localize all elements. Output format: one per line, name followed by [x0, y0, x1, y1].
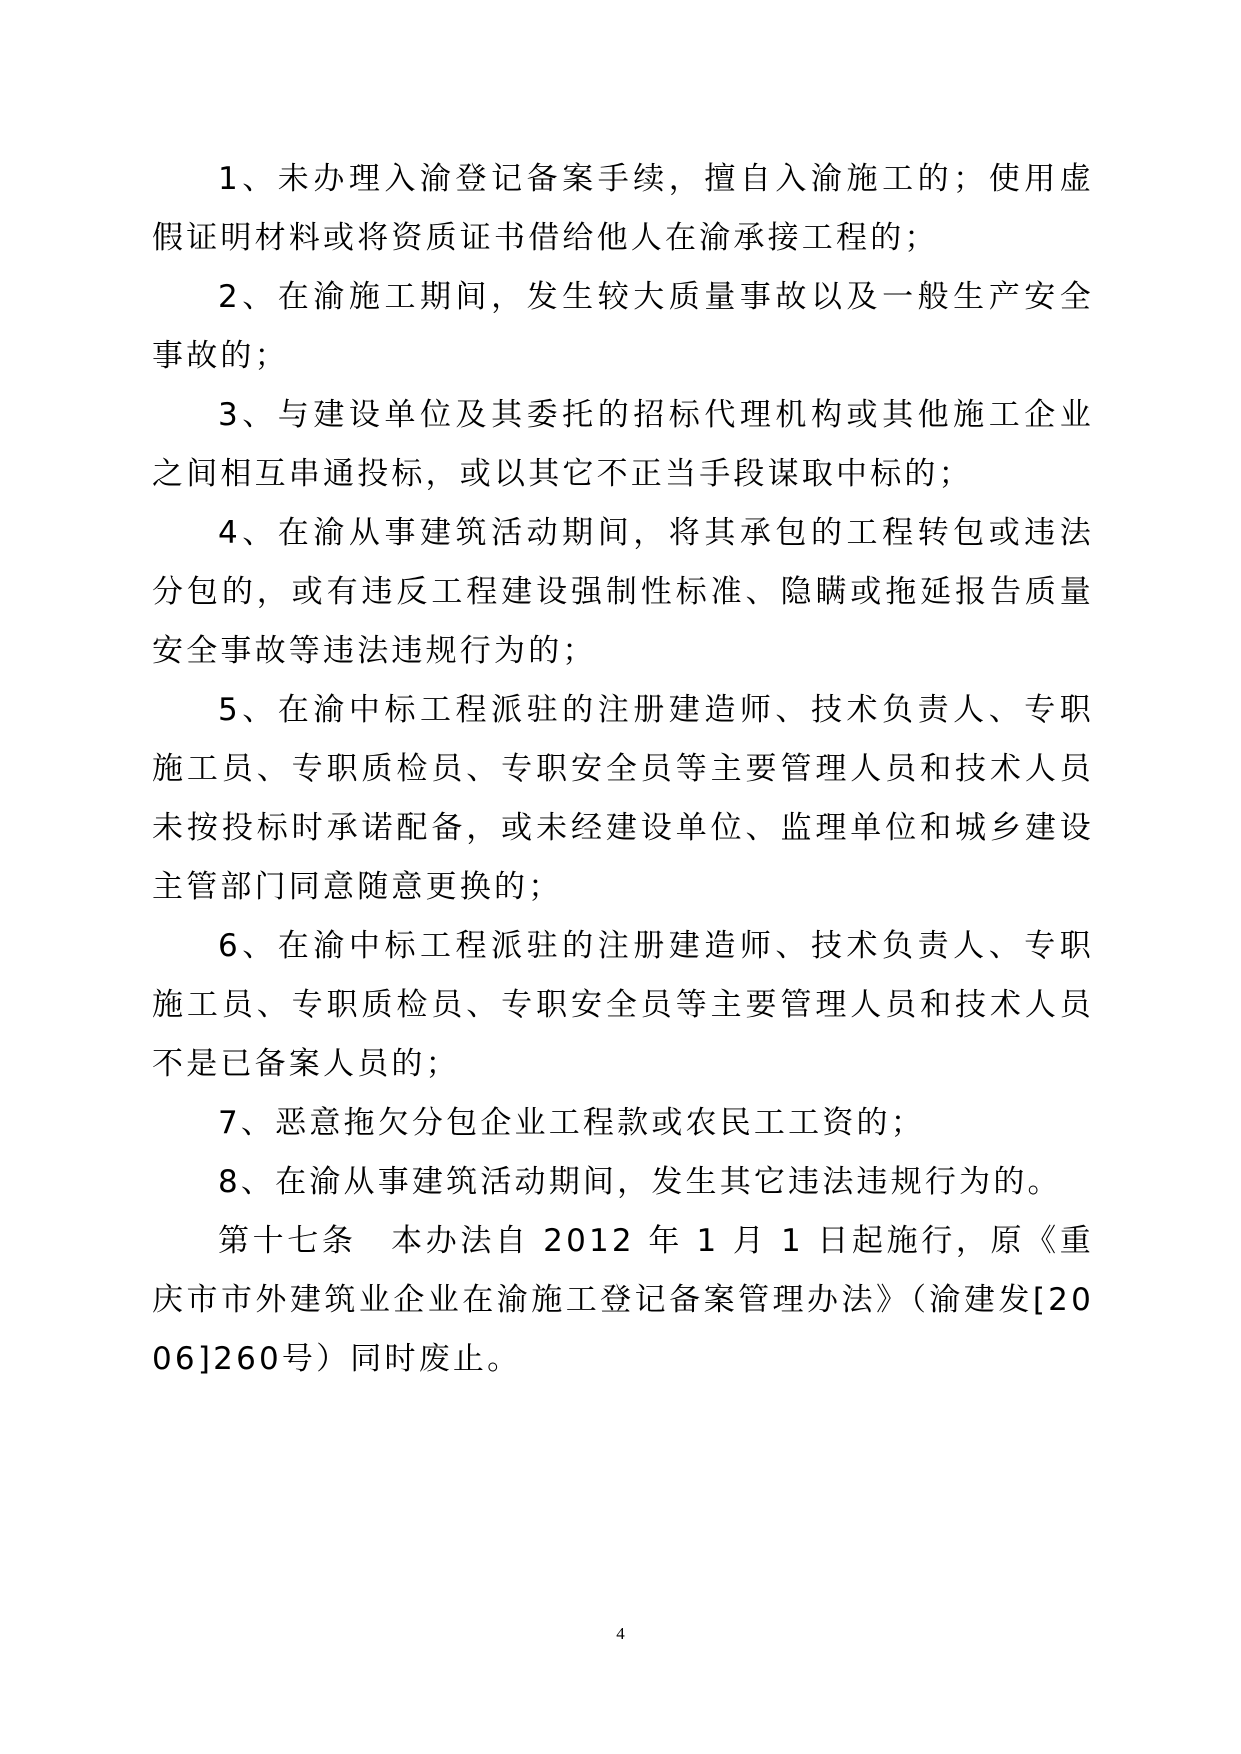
paragraph-item-3: 3、与建设单位及其委托的招标代理机构或其他施工企业之间相互串通投标，或以其它不正当手段谋取中标的； — [152, 397, 1094, 492]
paragraph-item-4: 4、在渝从事建筑活动期间，将其承包的工程转包或违法分包的，或有违反工程建设强制性标准、隐瞒或拖延报告质量安全事故等违法违规行为的； — [152, 515, 1094, 669]
paragraph-item-1: 1、未办理入渝登记备案手续，擅自入渝施工的；使用虚假证明材料或将资质证书借给他人在渝承接工程的； — [152, 161, 1094, 256]
paragraph-item-8: 8、在渝从事建筑活动期间，发生其它违法违规行为的。 — [218, 1164, 1062, 1200]
paragraph-item-6: 6、在渝中标工程派驻的注册建造师、技术负责人、专职施工员、专职质检员、专职安全员等主要管理人员和技术人员不是已备案人员的； — [152, 928, 1094, 1082]
document-body — [152, 150, 1094, 1389]
paragraph-item-2: 2、在渝施工期间，发生较大质量事故以及一般生产安全事故的； — [152, 279, 1094, 374]
paragraph-item-7: 7、恶意拖欠分包企业工程款或农民工工资的； — [218, 1105, 925, 1141]
article-17-paragraph: 第十七条 本办法自 2012 年 1 月 1 日起施行，原《重庆市市外建筑业企业在渝施工登记备案管理办法》（渝建发[2006]260号）同时废止。 — [152, 1223, 1094, 1377]
paragraph-item-5: 5、在渝中标工程派驻的注册建造师、技术负责人、专职施工员、专职质检员、专职安全员等主要管理人员和技术人员未按投标时承诺配备，或未经建设单位、监理单位和城乡建设主管部门同意随意更换的； — [152, 692, 1094, 905]
page-number: 4 — [616, 1624, 625, 1643]
